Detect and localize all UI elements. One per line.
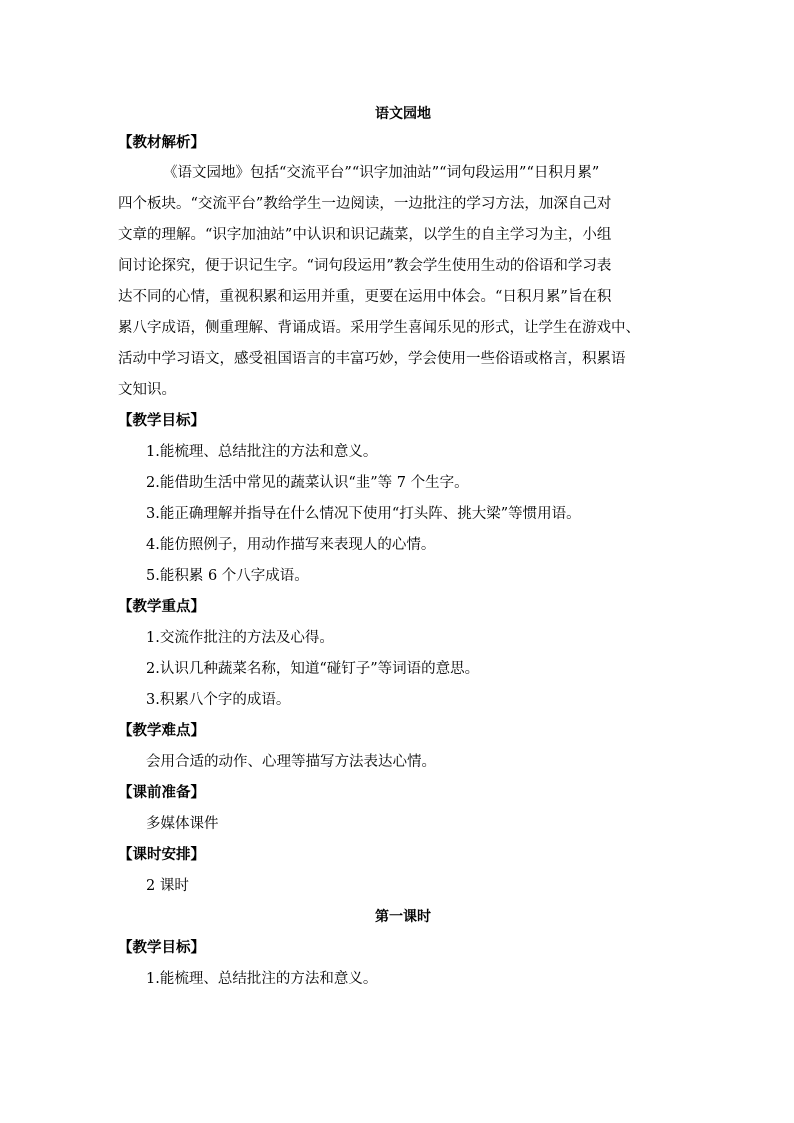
key-point-item: 2.认识几种蔬菜名称，知道“碰钉子”等词语的意思。 — [146, 661, 480, 677]
lesson-goal-item: 1.能梳理、总结批注的方法和意义。 — [146, 971, 378, 987]
analysis-line: 文章的理解。“识字加油站”中认识和识记蔬菜，以学生的自主学习为主，小组 — [118, 227, 612, 243]
analysis-heading: 【教材解析】 — [118, 134, 205, 151]
schedule-heading: 【课时安排】 — [118, 846, 205, 863]
difficulties-text: 会用合适的动作、心理等描写方法表达心情。 — [146, 754, 436, 770]
analysis-line: 累八字成语，侧重理解、背诵成语。采用学生喜闻乐见的形式，让学生在游戏中、 — [118, 320, 640, 336]
key-point-item: 3.积累八个字的成语。 — [146, 692, 291, 708]
analysis-line: 达不同的心情，重视积累和运用并重，更要在运用中体会。“日积月累”旨在积 — [118, 289, 612, 305]
analysis-line: 文知识。 — [118, 382, 176, 398]
analysis-line: 《语文园地》包括“交流平台”“识字加油站”“词句段运用”“日积月累” — [163, 165, 600, 181]
goal-item: 2.能借助生活中常见的蔬菜认识“韭”等 7 个生字。 — [146, 475, 469, 491]
analysis-line: 间讨论探究，便于识记生字。“词句段运用”教会学生使用生动的俗语和学习表 — [118, 258, 612, 274]
lesson-title: 第一课时 — [375, 909, 431, 925]
lesson-goals-heading: 【教学目标】 — [118, 939, 205, 956]
goal-item: 5.能积累 6 个八字成语。 — [146, 568, 309, 584]
preparation-text: 多媒体课件 — [146, 816, 219, 832]
analysis-line: 活动中学习语文，感受祖国语言的丰富巧妙，学会使用一些俗语或格言，积累语 — [118, 351, 626, 367]
schedule-text: 2 课时 — [146, 878, 189, 894]
page-title: 语文园地 — [375, 106, 431, 122]
goal-item: 1.能梳理、总结批注的方法和意义。 — [146, 444, 378, 460]
key-points-heading: 【教学重点】 — [118, 598, 205, 615]
key-point-item: 1.交流作批注的方法及心得。 — [146, 630, 334, 646]
goal-item: 4.能仿照例子，用动作描写来表现人的心情。 — [146, 537, 436, 553]
goal-item: 3.能正确理解并指导在什么情况下使用“打头阵、挑大梁”等惯用语。 — [146, 506, 581, 522]
analysis-line: 四个板块。“交流平台”教给学生一边阅读，一边批注的学习方法，加深自己对 — [118, 196, 612, 212]
preparation-heading: 【课前准备】 — [118, 784, 205, 801]
goals-heading: 【教学目标】 — [118, 412, 205, 429]
difficulties-heading: 【教学难点】 — [118, 722, 205, 739]
